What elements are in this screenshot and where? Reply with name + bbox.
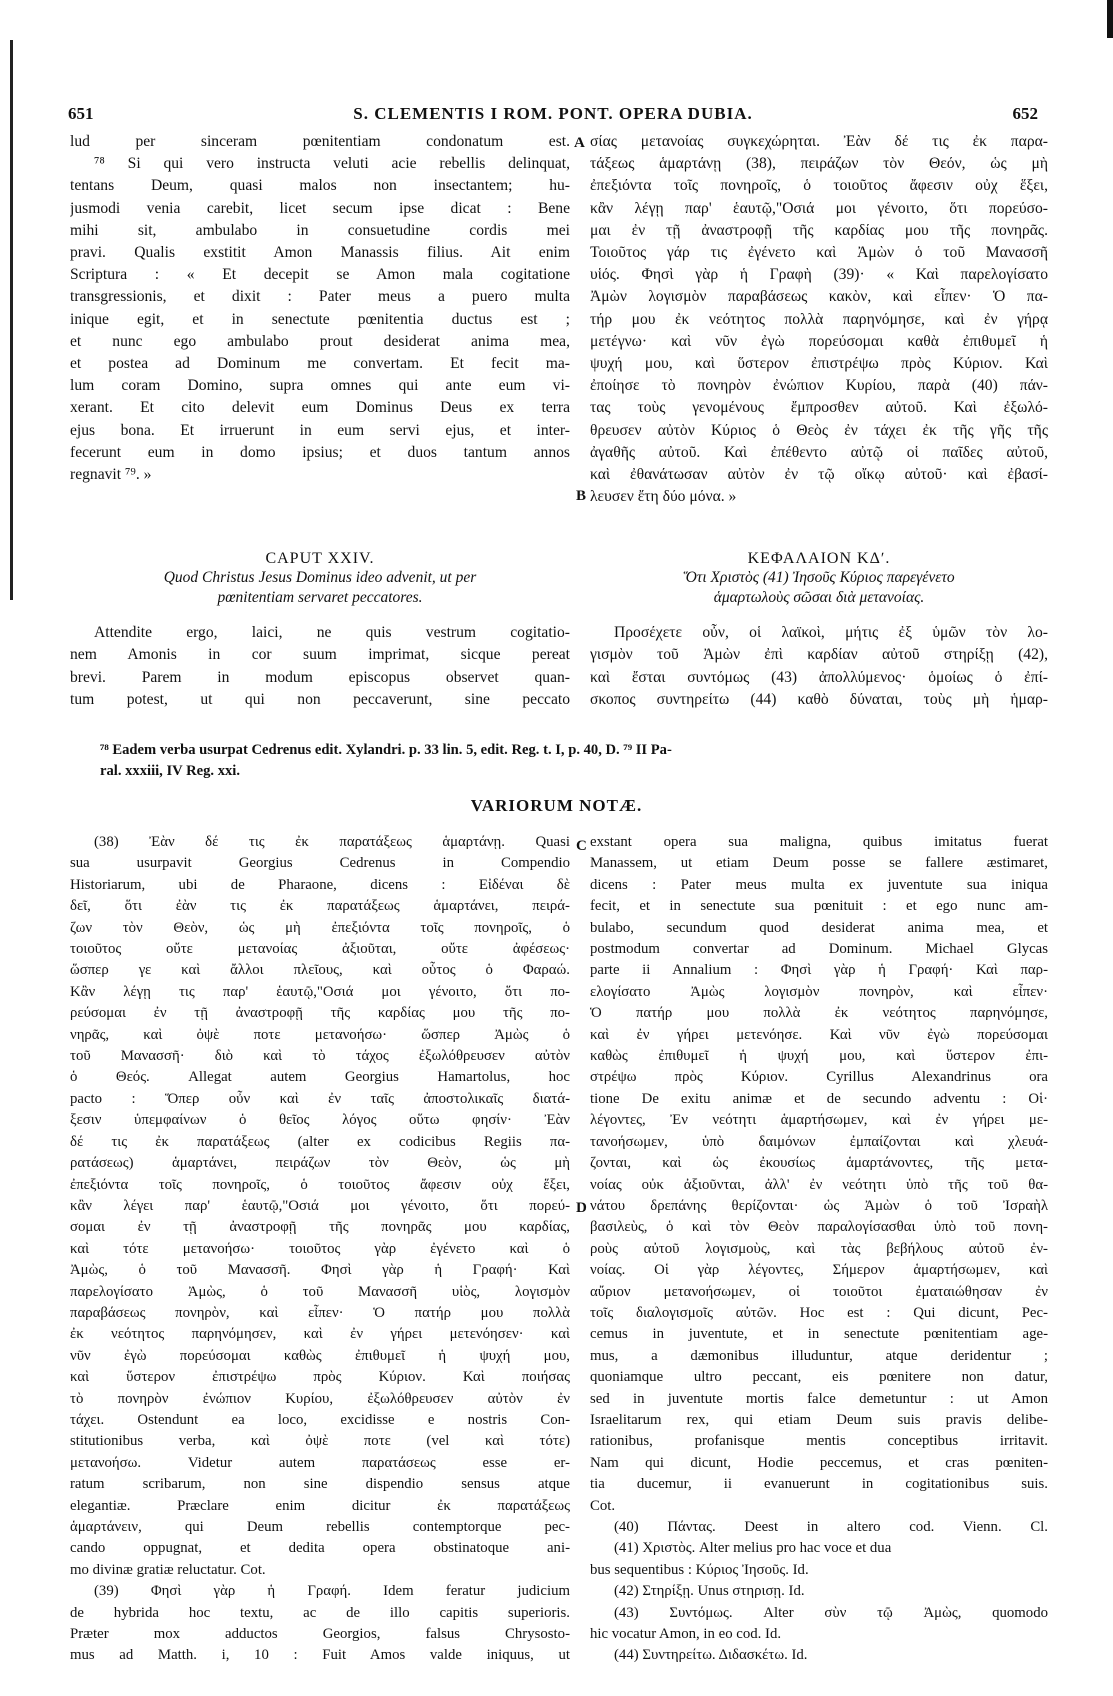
latin-top-line: regnavit ⁷⁹. » bbox=[70, 466, 152, 484]
note-right-line: Israelitarum rex, qui etiam Deum suis pravis delibe- bbox=[590, 1411, 1048, 1428]
note-right-line: ελογίσατο Ἀμὼς λογισμὸν πονηρὸν, καὶ εἶπεν· bbox=[590, 983, 1048, 1000]
note-left-line: ὥσπερ γε καὶ ἄλλοι πλεῖους, καὶ οὗτος ὁ Φαραώ. bbox=[70, 962, 570, 979]
notes-column-right bbox=[590, 832, 1048, 1667]
page-header bbox=[68, 104, 1038, 130]
greek-top-line: τήρ μου ἐκ νεότητος πολλὰ παρηνόμησε, καὶ ἐν γήρᾳ bbox=[590, 310, 1048, 328]
note-left-line: ἁμαρτάνειν, qui Deum rebellis contemptorque pec- bbox=[70, 1519, 570, 1535]
latin-top-line: inique egit, et in senectute pœnitentia ductus est ; bbox=[70, 310, 570, 328]
note-left-line: de hybrida hoc textu, ac de illo capitis superioris. bbox=[70, 1604, 570, 1621]
note-left-line: τοιοῦτος οὔτε μετανοίας ἀξιοῦται, οὔτε ἀφέσεως· bbox=[70, 941, 570, 958]
note-left-line: τάχει. Ostendunt ea loco, excidisse e nostris Con- bbox=[70, 1411, 570, 1428]
note-right-line: καθὼς ἐπιθυμεῖ ἡ ψυχή μου, καὶ ὕστερον ἐπι- bbox=[590, 1048, 1048, 1065]
greek-column-top bbox=[590, 131, 1048, 508]
note-right-line: tione De exitu animæ et de secundo adventu : Οἱ· bbox=[590, 1090, 1048, 1107]
margin-letter-a: A bbox=[574, 135, 585, 151]
latin-top-line: et nunc ego ambulabo prout desiderat anima mea, bbox=[70, 332, 570, 350]
note-right-line: cemus in juventute, et in senectute pœnitentiam age- bbox=[590, 1326, 1048, 1343]
greek-body-line: Προσέχετε οὖν, οἱ λαϊκοὶ, μήτις ἐξ ὑμῶν τὸν λο- bbox=[614, 624, 1048, 641]
note-left-line: (39) Φησὶ γὰρ ἡ Γραφή. Idem feratur judicium bbox=[94, 1583, 570, 1600]
note-right-line: (43) Συντόμως. Alter σὺν τῷ Ἀμὼς, quomodo bbox=[614, 1604, 1048, 1621]
greek-top-line: μαι ἐν τῇ ἀναστροφῇ τῆς καρδίας μου τῆς πονηρᾶς. bbox=[590, 221, 1048, 239]
latin-top-line: ejus bona. Et irruerunt in eum servi ejus, et inter- bbox=[70, 421, 570, 439]
note-left-line: ratum scribarum, non sine dispendio sensus atque bbox=[70, 1476, 570, 1493]
chapter-subtitle-greek-2: ἁμαρτωλοὺς σῶσαι διὰ μετανοίας. bbox=[713, 589, 925, 606]
footnote-line-2: ral. xxxiii, IV Reg. xxi. bbox=[100, 763, 240, 779]
note-right-line: Manassem, ut etiam Deum posse se fallere æstimaret, bbox=[590, 855, 1048, 872]
note-left-line: ὁ Θεός. Allegat autem Georgius Hamartolus, hoc bbox=[70, 1069, 570, 1086]
note-right-line: στρέψω πρὸς Κύριον. Cyrillus Alexandrinus ora bbox=[590, 1069, 1048, 1086]
note-right-line: bulabo, secundum quod desiderat anima mea, et bbox=[590, 919, 1048, 936]
greek-top-line: ἐποίησε τὸ πονηρὸν ἐνώπιον Κυρίου, παρὰ (40) πάν- bbox=[590, 377, 1048, 395]
note-left-line: μετανοήσω. Videtur autem παρατάσεως esse er- bbox=[70, 1454, 570, 1471]
note-left-line: δεῖ, ὅτι ἐὰν τις ἐκ παρατάξεως ἁμαρτάνει, πειρά- bbox=[70, 898, 570, 915]
chapter-heading-latin bbox=[70, 550, 570, 608]
note-right-line: hic vocatur Amon, in eo cod. Id. bbox=[590, 1626, 782, 1643]
margin-letter-c: C bbox=[576, 838, 587, 854]
running-title: S. CLEMENTIS I ROM. PONT. OPERA DUBIA. bbox=[353, 104, 753, 123]
footnote-line-1: ⁷⁸ Eadem verba usurpat Cedrenus edit. Xylandri. p. 33 lin. 5, edit. Reg. t. I, p. 40, D. ⁷⁹ II Pa- bbox=[100, 742, 672, 758]
note-right-line: νάτου δρεπάνης θερίζονται· ὡς Ἀμὼν ὁ τοῦ Ἰσραὴλ bbox=[590, 1197, 1048, 1214]
note-right-line: λέγοντες, Ἐν νεότητι ἁμαρτήσωμεν, καὶ ἐν γήρει με- bbox=[590, 1112, 1048, 1129]
greek-top-line: μετέγνω· καὶ νῦν ἐγὼ πορεύσομαι καθὰ ἐπιθυμεῖ ἡ bbox=[590, 332, 1048, 350]
latin-column-top bbox=[70, 131, 570, 486]
note-left-line: παρελογίσατο Ἀμὼς, ὁ τοῦ Μανασσῆ υἱὸς, λογισμὸν bbox=[70, 1283, 570, 1300]
note-right-line: bus sequentibus : Κύριος Ἰησοῦς. Id. bbox=[590, 1561, 809, 1578]
latin-top-line: ⁷⁸ Si qui vero instructa veluti acie rebellis delinquat, bbox=[94, 155, 570, 173]
note-left-line: ρατάσεως) ἁμαρτάνει, πειράζων τὸν Θεὸν, ὡς μὴ bbox=[70, 1155, 570, 1172]
latin-column-body bbox=[70, 622, 570, 711]
greek-top-line: καὶ ἐθανάτωσαν αὐτὸν ἐν τῷ οἴκῳ αὐτοῦ· καὶ ἐβασί- bbox=[590, 466, 1048, 484]
note-left-line: elegantiæ. Præclare enim dicitur ἐκ παρατάξεως bbox=[70, 1497, 570, 1514]
chapter-title-greek: ΚΕΦΑΛΑΙΟΝ ΚΔʹ. bbox=[747, 550, 891, 567]
footnotes bbox=[100, 740, 1040, 782]
latin-top-line: lum coram Domino, supra omnes qui ante eum vi- bbox=[70, 377, 570, 395]
note-right-line: ροὺς αὐτοῦ λογισμοὺς, καὶ τὰς βεβήλους αὐτοῦ ἐν- bbox=[590, 1240, 1048, 1257]
margin-letter-d: D bbox=[576, 1200, 587, 1216]
greek-top-line: κἂν λέγῃ παρ' ἑαυτῷ,"Οσιά μοι γένοιτο, ὅτι πορεύσο- bbox=[590, 199, 1048, 217]
greek-body-line: γισμὸν τοῦ Ἀμὼν ἐπὶ καρδίαν αὐτοῦ στηρίξῃ (42), bbox=[590, 646, 1048, 664]
note-right-line: (42) Στηρίξῃ. Unus στηρισῃ. Id. bbox=[614, 1583, 805, 1600]
greek-top-line: τάξεως ἁμαρτάνῃ (38), πειράζων τὸν Θεόν, ὡς μὴ bbox=[590, 155, 1048, 173]
note-left-line: sua usurpavit Georgius Cedrenus in Compendio bbox=[70, 855, 570, 872]
note-right-line: mus, a dæmonibus illuduntur, atque deridentur ; bbox=[590, 1347, 1048, 1364]
latin-top-line: transgressionis, et dixit : Pater meus a puero multa bbox=[70, 288, 570, 306]
latin-body-line: tum potest, ut qui non peccaverunt, sine peccato bbox=[70, 690, 570, 708]
chapter-heading-greek bbox=[590, 550, 1048, 608]
binding-edge-mark bbox=[10, 40, 13, 600]
note-right-line: τοῖς διαλογισμοῖς αὐτῶν. Hoc est : Qui dicunt, Pec- bbox=[590, 1304, 1048, 1321]
greek-top-line: ἀγαθῆς αὐτοῦ. Καὶ ἐπέθεντο αὐτῷ οἱ παῖδες αὐτοῦ, bbox=[590, 443, 1048, 461]
greek-top-line: υἱός. Φησὶ γὰρ ἡ Γραφὴ (39)· « Καὶ παρελογίσατο bbox=[590, 266, 1048, 284]
note-right-line: (44) Συντηρείτω. Διδασκέτω. Id. bbox=[614, 1647, 808, 1664]
note-left-line: mus ad Matth. i, 10 : Fuit Amos valde iniquus, ut bbox=[70, 1647, 570, 1664]
note-left-line: τοῦ Μανασσῆ· διὸ καὶ τὸ τάχος ἐξωλόθρευσεν αὐτὸν bbox=[70, 1048, 570, 1065]
note-right-line: rationibus, profanisque mentis conceptibus irritavit. bbox=[590, 1433, 1048, 1450]
note-right-line: fecit, et in senectute sua pœnituit : et ego nunc am- bbox=[590, 898, 1048, 915]
note-left-line: stitutionibus verba, καὶ ὀψὲ ποτε (vel καὶ τότε) bbox=[70, 1433, 570, 1450]
note-right-line: Ὁ πατήρ μου πολλὰ ἐκ νεότητος παρηνόμησε, bbox=[590, 1005, 1048, 1022]
note-left-line: Κἂν λέγῃ τις παρ' ἑαυτῷ,"Οσιά μοι γένοιτο, ὅτι πο- bbox=[70, 983, 570, 1000]
note-right-line: βασιλεὺς, ὁ καὶ τὸν Θεὸν παραλογίσασθαι ὑπὸ τοῦ πονη- bbox=[590, 1219, 1048, 1236]
note-left-line: τὸ πονηρὸν ἐνώπιον Κυρίου, ἐξωλόθρευσεν αὐτὸν ἐν bbox=[70, 1390, 570, 1407]
latin-top-line: lud per sinceram pœnitentiam condonatum est. bbox=[70, 133, 570, 150]
note-right-line: Cot. bbox=[590, 1497, 616, 1514]
note-right-line: tia ducemur, ii evanuerunt in cogitationibus suis. bbox=[590, 1476, 1048, 1493]
page-number-right: 652 bbox=[1012, 104, 1038, 123]
notes-column-left bbox=[70, 832, 570, 1667]
note-right-line: sed in juventute mortis falce demetuntur : ut Amon bbox=[590, 1390, 1048, 1407]
note-left-line: νηρᾶς, καὶ ὀψὲ ποτε μετανοήσω· ὥσπερ Ἀμὼς ὁ bbox=[70, 1026, 570, 1043]
note-left-line: καὶ τότε μετανοήσω· τοιοῦτος γὰρ ἐγένετο καὶ ὁ bbox=[70, 1240, 570, 1257]
note-left-line: καὶ ὕστερον ἐπιστρέψω πρὸς Κύριον. Καὶ ποιήσας bbox=[70, 1369, 570, 1386]
note-right-line: parte ii Annalium : Φησὶ γὰρ ἡ Γραφή· Καὶ παρ- bbox=[590, 962, 1048, 979]
corner-mark bbox=[1107, 0, 1113, 38]
latin-body-line: nem Amonis in cor suum imprimat, sicque pereat bbox=[70, 646, 570, 664]
note-right-line: καὶ ἐν γήρει μετενόησε. Καὶ νῦν ἐγὼ πορεύσομαι bbox=[590, 1026, 1048, 1043]
note-left-line: ξεσιν ὑπεμφαίνων ὁ θεῖος λόγος οὕτω φησίν· Ἐὰν bbox=[70, 1112, 570, 1129]
greek-top-line: θρευσεν αὐτὸν Κύριος ὁ Θεὸς ἐν τάχει ἐκ τῆς γῆς τῆς bbox=[590, 421, 1048, 439]
note-left-line: Ἀμὼς, ὁ τοῦ Μανασσῆ. Φησὶ γὰρ ἡ Γραφή· Καὶ bbox=[70, 1262, 570, 1279]
greek-top-line: Ἀμὼν λογισμὸν παραβάσεως κακὸν, καὶ εἶπεν· Ὁ πα- bbox=[590, 288, 1048, 306]
note-right-line: exstant opera sua maligna, quibus imitatus fuerat bbox=[590, 834, 1048, 850]
note-left-line: ἐκ νεότητος παρηνόμησεν, καὶ ἐν γήρει μετενόησεν· καὶ bbox=[70, 1326, 570, 1343]
note-left-line: κἂν λέγει παρ' ἑαυτῷ,"Οσιά μοι γένοιτο, ὅτι πορεύ- bbox=[70, 1197, 570, 1214]
note-right-line: postmodum convertar ad Dominum. Michael Glycas bbox=[590, 941, 1048, 958]
note-left-line: pacto : Ὅπερ οὖν καὶ ἐν ταῖς ἀποστολικαῖς διατά- bbox=[70, 1090, 570, 1107]
note-right-line: ζονται, καὶ ὡς ἐκουσίως ἁμαρτάνοντες, τῆς μετα- bbox=[590, 1155, 1048, 1172]
note-left-line: σομαι ἐν τῇ ἀναστροφῇ τῆς πονηρᾶς μου καρδίας, bbox=[70, 1219, 570, 1236]
greek-body-line: σκοπος συντηρείτω (44) καθὸ δύναται, τοὺς μὴ ἡμαρ- bbox=[590, 690, 1048, 708]
note-left-line: νῦν ἐγὼ πορεύσομαι καθὼς ἐπιθυμεῖ ἡ ψυχή μου, bbox=[70, 1347, 570, 1364]
note-right-line: τανοήσωμεν, ὑπὸ δαιμόνων ἐμπαίζονται καὶ χλευά- bbox=[590, 1133, 1048, 1150]
note-left-line: cando oppugnat, et dedita opera obstinatoque ani- bbox=[70, 1540, 570, 1557]
variorum-heading: VARIORUM NOTÆ. bbox=[470, 796, 643, 815]
note-right-line: (40) Πάντας. Deest in altero cod. Vienn. Cl. bbox=[614, 1519, 1048, 1535]
latin-top-line: pravi. Qualis exstitit Amon Manassis filius. Ait enim bbox=[70, 244, 570, 262]
greek-body-line: καὶ ἔσται συντόμως (43) ἀπολλύμενος· ὁμοίως ὁ ἐπί- bbox=[590, 668, 1048, 686]
note-left-line: Præter mox adductos Georgios, falsus Chrysosto- bbox=[70, 1626, 570, 1643]
note-right-line: Nam qui dicunt, Hodie peccemus, et cras pœniten- bbox=[590, 1454, 1048, 1471]
note-right-line: αὔριον μετανοήσωμεν, οἱ τοιοῦτοι ἐματαιώθησαν ἐν bbox=[590, 1283, 1048, 1300]
chapter-subtitle-latin-1: Quod Christus Jesus Dominus ideo advenit, ut per bbox=[163, 569, 477, 586]
latin-top-line: jusmodi venia carebit, licet secum ipse dicat : Bene bbox=[70, 199, 570, 217]
note-right-line: (41) Χριστὸς. Alter melius pro hac voce et dua bbox=[614, 1540, 892, 1557]
chapter-title-latin: CAPUT XXIV. bbox=[265, 550, 375, 567]
note-left-line: ἐπεξιόντα τοῖς πονηροῖς, ὁ τοιοῦτος ἄφεσιν οὐχ ἕξει, bbox=[70, 1176, 570, 1193]
latin-top-line: xerant. Et cito delevit eum Dominus Deus ex terra bbox=[70, 399, 570, 417]
greek-top-line: λευσεν ἔτη δύο μόνα. » bbox=[590, 488, 737, 506]
latin-top-line: et postea ad Dominum me convertam. Et fecit ma- bbox=[70, 355, 570, 373]
greek-top-line: ἐπεξιόντα τοῖς πονηροῖς, ὁ τοιοῦτος ἄφεσιν οὐχ ἕξει, bbox=[590, 177, 1048, 195]
latin-body-line: brevi. Parem in modum episcopus observet quan- bbox=[70, 668, 570, 686]
page-number-left: 651 bbox=[68, 104, 94, 123]
note-right-line: νοίας οὐκ ἀξιοῦνται, ἀλλ' ἐν νεότητι ὑπὸ τῆς τοῦ θα- bbox=[590, 1176, 1048, 1193]
margin-letter-b: B bbox=[576, 488, 587, 504]
note-left-line: mo divinæ gratiæ reluctatur. Cot. bbox=[70, 1561, 266, 1578]
latin-body-line: Attendite ergo, laici, ne quis vestrum cogitatio- bbox=[94, 624, 570, 641]
note-right-line: νοίας. Οἱ γὰρ λέγοντες, Σήμερον ἁμαρτήσωμεν, καὶ bbox=[590, 1262, 1048, 1279]
latin-top-line: tentans Deum, quasi malos non insectantem; hu- bbox=[70, 177, 570, 195]
note-right-line: dicens : Pater meus multa ex juventute sua iniqua bbox=[590, 876, 1048, 893]
latin-top-line: fecerunt eum in domo ipsius; et duos tantum annos bbox=[70, 443, 570, 461]
note-left-line: (38) Ἐὰν δέ τις ἐκ παρατάξεως ἁμαρτάνῃ. Quasi bbox=[94, 834, 570, 850]
note-left-line: ζων τὸν Θεὸν, ὡς μὴ ἐπεξιόντα τοῖς πονηροῖς, ὁ bbox=[70, 919, 570, 936]
note-left-line: Historiarum, ubi de Pharaone, dicens : Εἰδέναι δὲ bbox=[70, 876, 570, 893]
greek-top-line: σίας μετανοίας συγκεχώρηται. Ἐὰν δέ τις ἐκ παρα- bbox=[590, 133, 1048, 150]
greek-top-line: ψυχή μου, καὶ ὕστερον ἐπιστρέψω πρὸς Κύριον. Καὶ bbox=[590, 355, 1048, 373]
greek-top-line: τας τοὺς γενομένους ἔμπροσθεν αὐτοῦ. Καὶ ἐξωλό- bbox=[590, 399, 1048, 417]
note-left-line: παραβάσεως πονηρὸν, καὶ εἶπεν· Ὁ πατήρ μου πολλὰ bbox=[70, 1304, 570, 1321]
chapter-subtitle-latin-2: pœnitentiam servaret peccatores. bbox=[217, 589, 423, 606]
greek-top-line: Τοιοῦτος γάρ τις ἐγένετο καὶ Ἀμὼν ὁ τοῦ Μανασσῆ bbox=[590, 244, 1048, 262]
greek-column-body bbox=[590, 622, 1048, 711]
note-right-line: quoniamque ultro peccant, eis pœnitere non datur, bbox=[590, 1369, 1048, 1386]
chapter-subtitle-greek-1: Ὅτι Χριστὸς (41) Ἰησοῦς Κύριος παρεγένετο bbox=[683, 569, 955, 586]
note-left-line: δέ τις ἐκ παρατάξεως (alter ex codicibus Regiis πα- bbox=[70, 1133, 570, 1150]
latin-top-line: Scriptura : « Et decepit se Amon mala cogitatione bbox=[70, 266, 570, 284]
note-left-line: ρεύσομαι ἐν τῇ ἀναστροφῇ τῆς καρδίας μου τῆς πο- bbox=[70, 1005, 570, 1022]
latin-top-line: mihi sit, ambulabo in consuetudine cordis mei bbox=[70, 221, 570, 239]
